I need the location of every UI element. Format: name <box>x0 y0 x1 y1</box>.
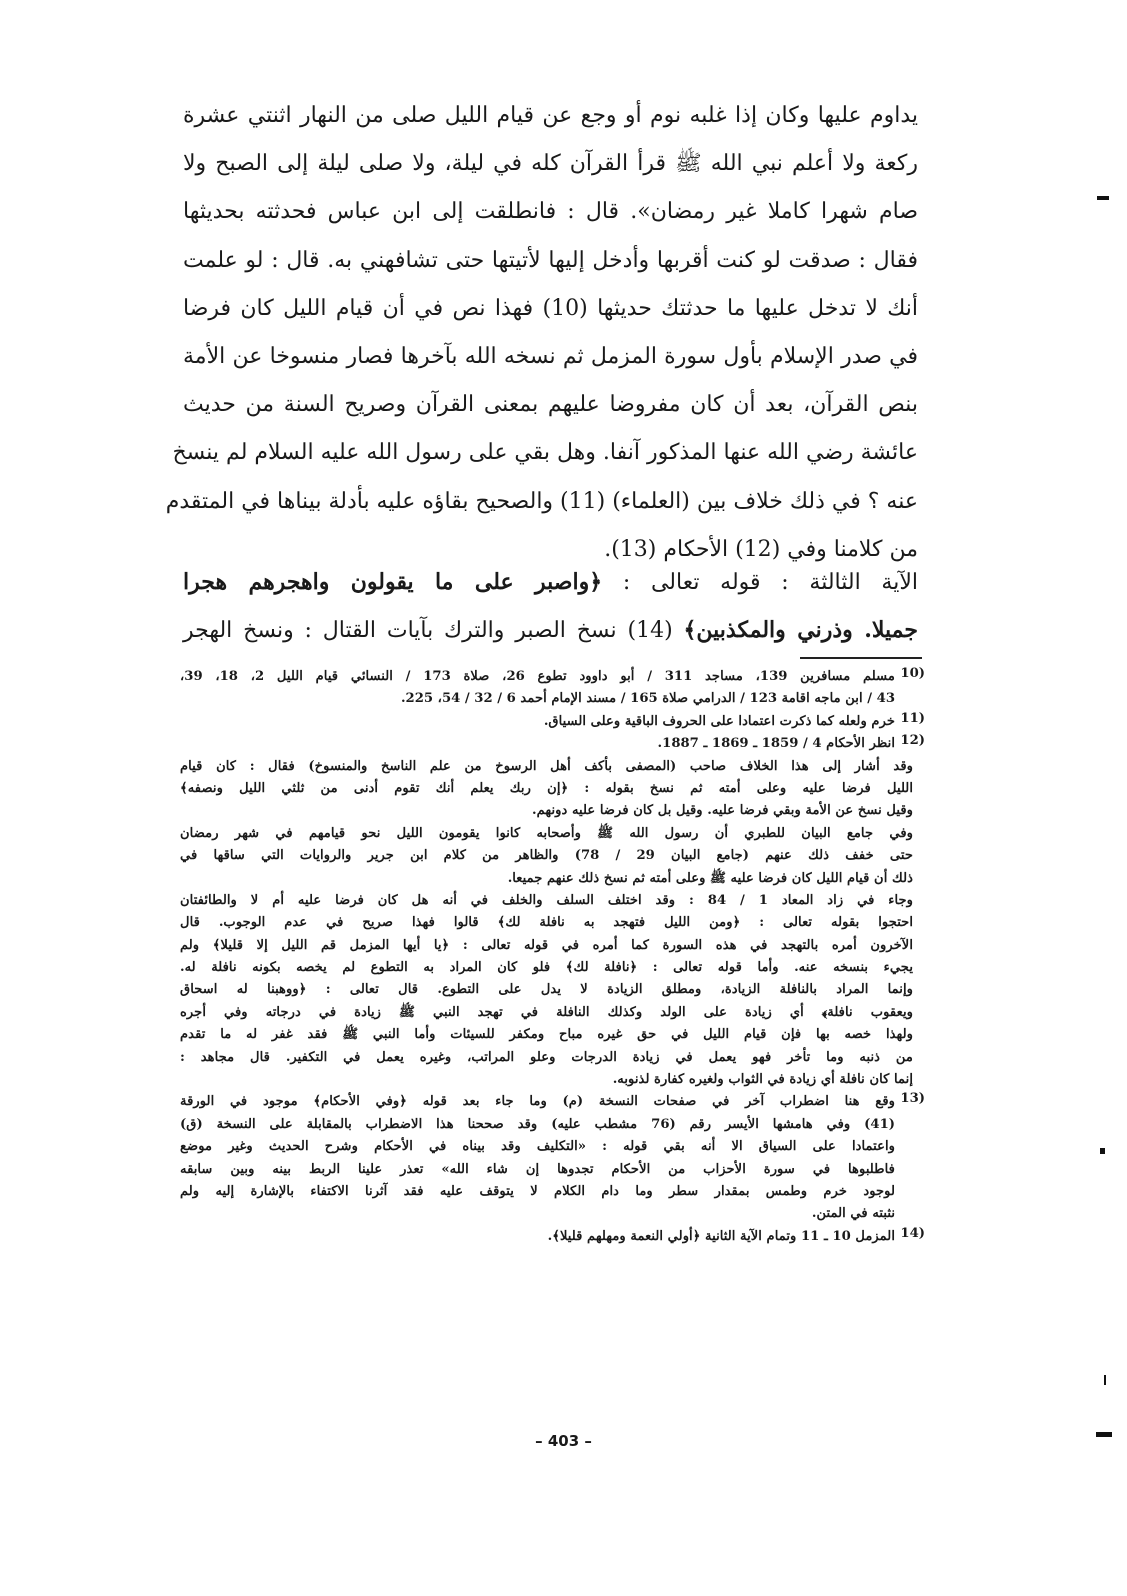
footnote-line: يجيء بنسخه عنه. وأما قوله تعالى : ﴿نافلة لك﴾ فلو كان المراد به التطوع لم يخصه بكونه نافلة له. <box>180 960 913 976</box>
footnote-line: وفي جامع البيان للطبري أن رسول الله ﷺ وأصحابه كانوا يقومون الليل نحو قيامهم في شهر رمضان <box>180 825 913 841</box>
text-line: من كلامنا وفي (12) الأحكام (13). <box>604 536 918 562</box>
footnote-line: وجاء في زاد المعاد 1 / 84 : وقد اختلف السلف والخلف في أنه هل كان فرضا عليه أم لا والطائفتان <box>180 892 914 908</box>
footnote-line: وإنما المراد بالنافلة الزيادة، ومطلق الزيادة لا يدل على التطوع. قال تعالى : ﴿ووهبنا له اسحاق <box>180 982 913 998</box>
footnote-line: واعتمادا على السياق الا أنه بقي قوله : «التكليف وقد بيناه في الأحكام وشرح الحديث وغير موضع <box>180 1139 895 1155</box>
footnote-number: 12) <box>900 733 925 749</box>
text-line: صام شهرا كاملا غير رمضان». قال : فانطلقت إلى ابن عباس فحدثته بحديثها <box>183 199 918 225</box>
verse-line <box>183 606 918 654</box>
footnote-14 <box>180 1226 925 1248</box>
footnote-line: وقيل نسخ عن الأمة وبقي فرضا عليه. وقيل بل كان فرضا عليه دونهم. <box>532 803 913 819</box>
footnote-line: حتى خفف ذلك عنهم (جامع البيان 29 / 78) والظاهر من كلام ابن جرير والروايات التي ساقها في <box>180 848 914 864</box>
footnote-11 <box>180 711 925 733</box>
footnote-line: الآخرون أمره بالتهجد في هذه السورة كما أمره في قوله تعالى : ﴿يا أيها المزمل قم الليل إلا قليلا﴾ ولم <box>180 937 913 953</box>
footnote-line: ويعقوب نافلة﴾ أي زيادة على الولد وكذلك النافلة في تهجد النبي ﷺ زيادة في درجاته وفي أجره <box>180 1004 913 1020</box>
footnote-13 <box>180 1091 925 1225</box>
footnote-line: احتجوا بقوله تعالى : ﴿ومن الليل فتهجد به نافلة لك﴾ قالوا فهذا صريح في عدم الوجوب. قال <box>180 915 913 931</box>
footnote-line: الليل فرضا عليه وعلى أمته ثم نسخ بقوله : ﴿إن ربك يعلم أنك تقوم أدنى من ثلثي الليل ونصفه﴾ <box>180 780 913 796</box>
scan-mark <box>1096 1432 1112 1437</box>
scan-mark <box>1104 1375 1106 1385</box>
footnote-line: انظر الأحكام 4 / 1859 ـ 1869 ـ 1887. <box>657 736 895 752</box>
footnote-divider <box>800 657 922 659</box>
footnote-line: نثبته في المتن. <box>811 1206 895 1222</box>
scan-mark <box>1097 196 1109 200</box>
footnote-number: 14) <box>900 1225 925 1241</box>
footnote-number: 11) <box>900 710 925 726</box>
quran-quote: جميلا. وذرني والمكذبين﴾ <box>683 617 918 643</box>
footnote-line: من ذنبه وما تأخر فهو يعمل في زيادة الدرجات وعلو المراتب، وغيره يعمل في التكفير. قال مجاهد : <box>180 1049 913 1065</box>
quran-quote: ﴿واصبر على ما يقولون واهجرهم هجرا <box>183 569 603 595</box>
scan-mark <box>1100 1148 1105 1154</box>
footnote-line: فاطلبوها في سورة الأحزاب من الأحكام تجدوها إن شاء الله» تعذر علينا الربط بينه وبين سابقه <box>180 1161 895 1177</box>
footnote-number: 13) <box>900 1091 925 1107</box>
text-line: فقال : صدقت لو كنت أقربها وأدخل إليها لأتيتها حتى تشافهني به. قال : لو علمت <box>183 247 918 273</box>
footnote-line: 43 / ابن ماجه اقامة 123 / الدرامي صلاة 165 / مسند الإمام أحمد 6 / 32 / 54، 225. <box>400 691 895 707</box>
main-text <box>165 92 919 574</box>
footnote-line: وقع هنا اضطراب آخر في صفحات النسخة (م) وما جاء بعد قوله ﴿وفي الأحكام﴾ موجود في الورقة <box>180 1094 895 1110</box>
footnote-line: وقد أشار إلى هذا الخلاف صاحب (المصفى بأكف أهل الرسوخ من علم الناسخ والمنسوخ) فقال : كان قيام <box>180 758 913 774</box>
text-line: يداوم عليها وكان إذا غلبه نوم أو وجع عن قيام الليل صلى من النهار اثنتي عشرة <box>183 103 918 128</box>
text-line: عائشة رضي الله عنها المذكور آنفا. وهل بقي على رسول الله عليه السلام لم ينسخ <box>172 440 918 466</box>
text-line: عنه ؟ في ذلك خلاف بين (العلماء) (11) والصحيح بقاؤه عليه بأدلة بيناها في المتقدم <box>165 488 918 514</box>
verse-line <box>183 558 918 606</box>
page-number: – 403 – <box>535 1432 592 1450</box>
footnote-line: ولهذا خصه بها فإن قيام الليل في حق غيره مباح ومكفر للسيئات وأما النبي ﷺ فقد غفر له ما تقدم <box>180 1027 913 1043</box>
footnotes <box>180 666 925 1248</box>
footnote-line: لوجود خرم وطمس بمقدار سطر وما دام الكلام لا يتوقف عليه فقد آثرنا الاكتفاء بالإشارة إليه ولم <box>180 1183 895 1199</box>
footnote-line: المزمل 10 ـ 11 وتمام الآية الثانية ﴿أولي النعمة ومهلهم قليلا﴾. <box>547 1228 895 1244</box>
verse-text: (14) نسخ الصبر والترك بآيات القتال : ونسخ الهجر <box>183 618 673 643</box>
footnote-12 <box>180 733 925 1091</box>
text-line: أنك لا تدخل عليها ما حدثتك حديثها (10) فهذا نص في أن قيام الليل كان فرضا <box>183 295 919 321</box>
verse-paragraph <box>183 558 918 654</box>
footnote-line: (41) وفي هامشها الأيسر رقم (76 مشطب عليه) وقد صححنا هذا الاضطراب بالمقابلة على النسخة (ق) <box>180 1116 896 1132</box>
footnote-line: إنما كان نافلة أي زيادة في الثواب ولغيره كفارة لذنوبه. <box>612 1072 913 1088</box>
text-line: بنص القرآن، بعد أن كان مفروضا عليهم بمعنى القرآن وصريح السنة من حديث <box>183 392 918 418</box>
verse-intro: الآية الثالثة : قوله تعالى : <box>622 570 918 595</box>
footnote-10 <box>180 666 925 711</box>
footnote-line: مسلم مسافرين 139، مساجد 311 / أبو داوود تطوع 26، صلاة 173 / النسائي قيام الليل 2، 18، 39، <box>180 669 896 684</box>
footnote-line: خرم ولعله كما ذكرت اعتمادا على الحروف الباقية وعلى السياق. <box>543 713 895 729</box>
footnote-line: ذلك أن قيام الليل كان فرضا عليه ﷺ وعلى أمته ثم نسخ ذلك عنهم جميعا. <box>507 870 913 886</box>
footnote-number: 10) <box>900 666 925 681</box>
text-line: ركعة ولا أعلم نبي الله ﷺ قرأ القرآن كله في ليلة، ولا صلى ليلة إلى الصبح ولا <box>183 151 918 177</box>
text-line: في صدر الإسلام بأول سورة المزمل ثم نسخه الله بآخرها فصار منسوخا عن الأمة <box>183 343 918 369</box>
